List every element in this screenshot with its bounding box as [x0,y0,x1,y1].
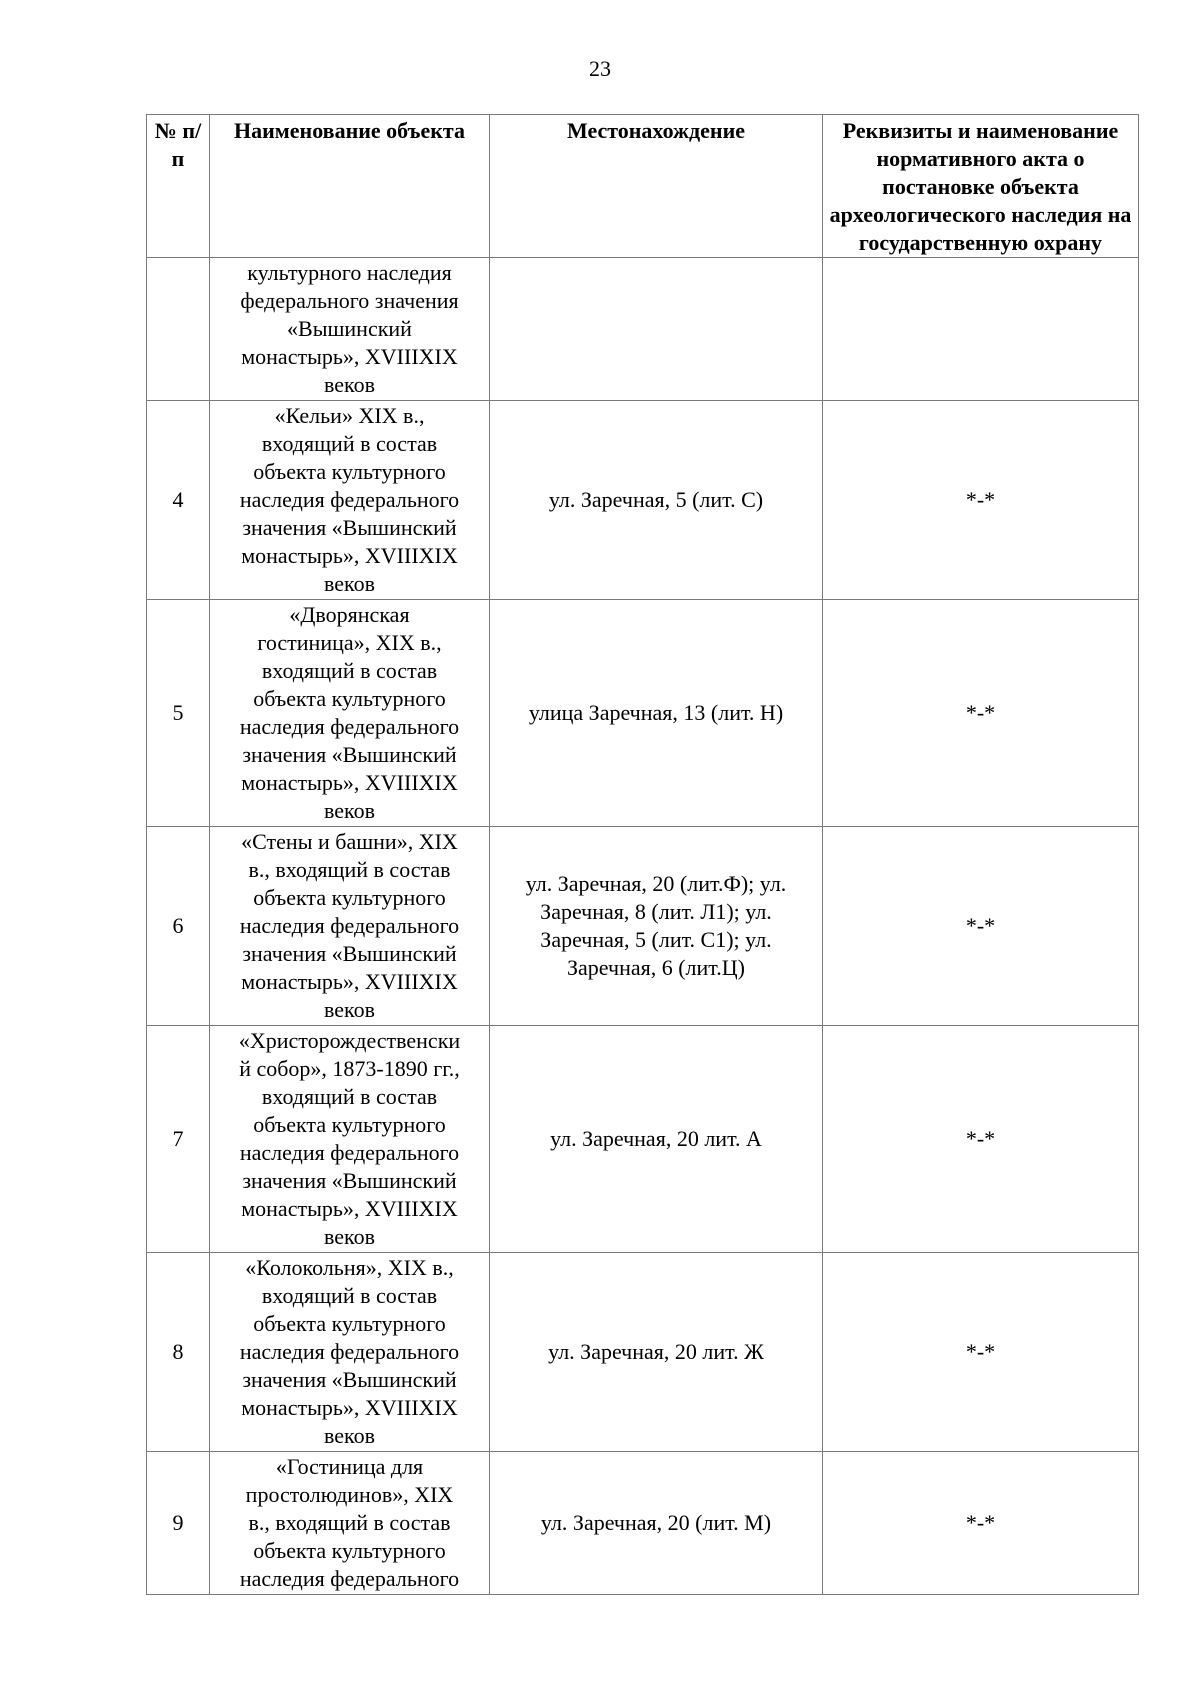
cell-location [490,258,823,401]
cell-number: 4 [147,401,210,600]
cell-number: 8 [147,1253,210,1452]
cell-location: улица Заречная, 13 (лит. Н) [490,600,823,827]
cell-requisites: *-* [823,600,1139,827]
heritage-objects-table [146,114,1139,1595]
cell-number: 5 [147,600,210,827]
cell-number: 7 [147,1026,210,1253]
cell-requisites: *-* [823,827,1139,1026]
cell-requisites: *-* [823,401,1139,600]
cell-requisites: *-* [823,1253,1139,1452]
table-row [147,1253,1139,1452]
cell-object-name: «Колокольня», XIX в., входящий в состав объекта культурного наследия федерального значения «Вышинский монастырь», XVIIIXIX веков [210,1253,490,1452]
page-number: 23 [589,56,611,81]
header-requisites: Реквизиты и наименование нормативного акта о постановке объекта археологического наследия на государственную охрану [823,115,1139,258]
cell-object-name: «Стены и башни», XIX в., входящий в состав объекта культурного наследия федерального значения «Вышинский монастырь», XVIIIXIX веков [210,827,490,1026]
cell-location: ул. Заречная, 20 лит. Ж [490,1253,823,1452]
cell-object-name: «Гостиница для простолюдинов», XIX в., входящий в состав объекта культурного наследия федерального [210,1452,490,1595]
cell-requisites [823,258,1139,401]
cell-object-name: «Христорождественски й собор», 1873-1890 гг., входящий в состав объекта культурного наследия федерального значения «Вышинский монастырь», XVIIIXIX веков [210,1026,490,1253]
table-row [147,600,1139,827]
cell-number: 9 [147,1452,210,1595]
cell-location: ул. Заречная, 20 лит. А [490,1026,823,1253]
cell-location: ул. Заречная, 20 (лит.Ф); ул. Заречная, 8 (лит. Л1); ул. Заречная, 5 (лит. С1); ул. Заречная, 6 (лит.Ц) [490,827,823,1026]
table-header-row [147,115,1139,258]
table-row [147,258,1139,401]
header-number: № п/п [147,115,210,258]
cell-location: ул. Заречная, 5 (лит. С) [490,401,823,600]
header-object-name: Наименование объекта [210,115,490,258]
table-row [147,1026,1139,1253]
table-row [147,1452,1139,1595]
header-location: Местонахождение [490,115,823,258]
cell-number [147,258,210,401]
cell-object-name: «Дворянская гостиница», XIX в., входящий в состав объекта культурного наследия федерального значения «Вышинский монастырь», XVIIIXIX веков [210,600,490,827]
cell-number: 6 [147,827,210,1026]
table-row [147,827,1139,1026]
cell-object-name: культурного наследия федерального значения «Вышинский монастырь», XVIIIXIX веков [210,258,490,401]
cell-location: ул. Заречная, 20 (лит. М) [490,1452,823,1595]
cell-object-name: «Кельи» XIX в., входящий в состав объекта культурного наследия федерального значения «Вышинский монастырь», XVIIIXIX веков [210,401,490,600]
table-row [147,401,1139,600]
cell-requisites: *-* [823,1452,1139,1595]
cell-requisites: *-* [823,1026,1139,1253]
